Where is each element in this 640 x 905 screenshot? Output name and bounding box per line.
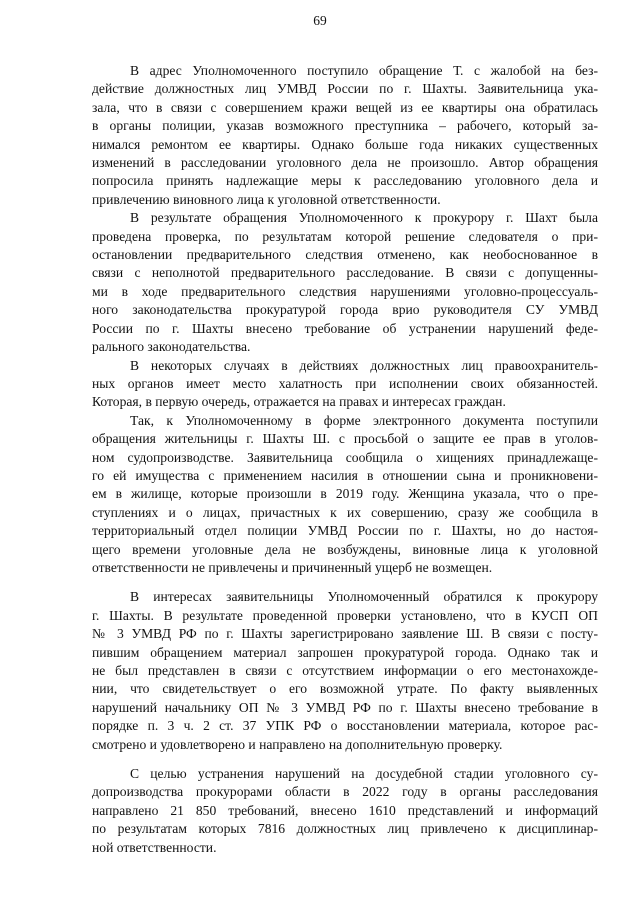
text-line: ем в жилище, которые произошли в 2019 году. Женщина указала, что о пре- [92,486,598,502]
paragraph [92,357,598,412]
text-line: направлено 21 850 требований, внесено 1610 представлений и информаций [92,802,598,818]
text-line: В интересах заявительницы Уполномоченный обратился к прокурору [130,589,598,605]
text-line: ступлениях и о лицах, причастных к их совершению, сразу же сообщила в [92,504,598,520]
text-line: ном судопроизводстве. Заявительница сообщила о хищениях принадлежаще- [92,449,598,465]
text-line: зала, что в связи с совершением кражи вещей из ее квартиры она обратилась [92,99,598,115]
text-line: ного законодательства прокуратурой города врио руководителя СУ УМВД [92,302,598,318]
text-line: связи с неполнотой предварительного расследование. В связи с допущенны- [92,265,598,281]
text-line: ной ответственности. [92,839,217,855]
text-line: щего времени уголовные дела не возбуждены, виновные лица к уголовной [92,541,598,557]
text-line: В адрес Уполномоченного поступило обращение Т. с жалобой на без- [130,63,598,78]
text-line: № 3 УМВД РФ по г. Шахты зарегистрировано заявление Ш. В связи с посту- [92,626,598,642]
text-line: нарушений начальнику ОП № 3 УМВД РФ по г. Шахты внесено требование в [92,699,598,715]
text-line: привлечению виновного лица к уголовной ответственности. [92,191,441,207]
paragraph [92,209,598,356]
text-line: ми в ходе предварительного следствия нарушениями уголовно-процессуаль- [92,283,598,299]
text-line: обращения жительницы г. Шахты Ш. с просьбой о защите ее прав в уголов- [92,431,598,447]
text-line: пившим обращением материал запрошен прокуратурой города. Однако так и [92,644,598,660]
text-line: ответственности не привлечены и причиненный ущерб не возмещен. [92,559,493,575]
text-line: нии, что свидетельствует о его возможной утрате. По факту выявленных [92,681,598,697]
paragraph [92,765,598,857]
text-line: в органы полиции, указав возможного преступника – рабочего, который за- [92,118,598,134]
text-line: Так, к Уполномоченному в форме электронного документа поступили [130,412,598,428]
text-line: В результате обращения Уполномоченного к прокурору г. Шахт была [130,210,598,226]
text-line: нимался ремонтом ее квартиры. Однако больше года никаких существенных [92,136,598,152]
page-number: 69 [313,13,327,28]
text-line: С целью устранения нарушений на досудебной стадии уголовного су- [130,766,598,782]
document-body [92,62,598,857]
text-line: действие должностных лиц УМВД России по г. Шахты. Заявительница ука- [92,81,598,97]
paragraph [92,412,598,578]
text-line: смотрено и удовлетворено и направлено на дополнительную проверку. [92,736,503,752]
text-line: территориальный отдел полиции УМВД России по г. Шахты, но до настоя- [92,523,598,539]
paragraph [92,588,598,754]
text-line: не был представлен в связи с отсутствием информации о его местонахожде- [92,663,598,678]
text-line: России по г. Шахты внесено требование об устранении нарушений феде- [92,320,598,336]
text-line: изменений в расследовании уголовного дела не произошло. Автор обращения [92,155,598,171]
text-line: рального законодательства. [92,339,251,355]
text-line: В некоторых случаях в действиях должностных лиц правоохранитель- [130,357,598,373]
text-line: Которая, в первую очередь, отражается на правах и интересах граждан. [92,394,506,410]
text-line: г. Шахты. В результате проведенной проверки установлено, что в КУСП ОП [92,607,598,623]
text-line: порядке п. 3 ч. 2 ст. 37 УПК РФ о восстановлении материала, которое рас- [92,718,598,734]
text-line: го ей имущества с применением насилия в отношении сына и проникновени- [92,467,598,483]
text-line: остановлении предварительного следствия отменено, как необоснованное в [92,247,598,263]
text-line: по результатам которых 7816 должностных лиц привлечено к дисциплинар- [92,821,598,837]
text-line: ных органов имеет место халатность при исполнении своих обязанностей. [92,375,598,391]
text-line: допроизводства прокурорами области в 2022 году в органы расследования [92,784,598,800]
paragraph [92,62,598,209]
text-line: попросила принять надлежащие меры к расследованию уголовного дела и [92,173,598,189]
text-line: проведена проверка, по результатам которой решение следователя о при- [92,228,598,244]
